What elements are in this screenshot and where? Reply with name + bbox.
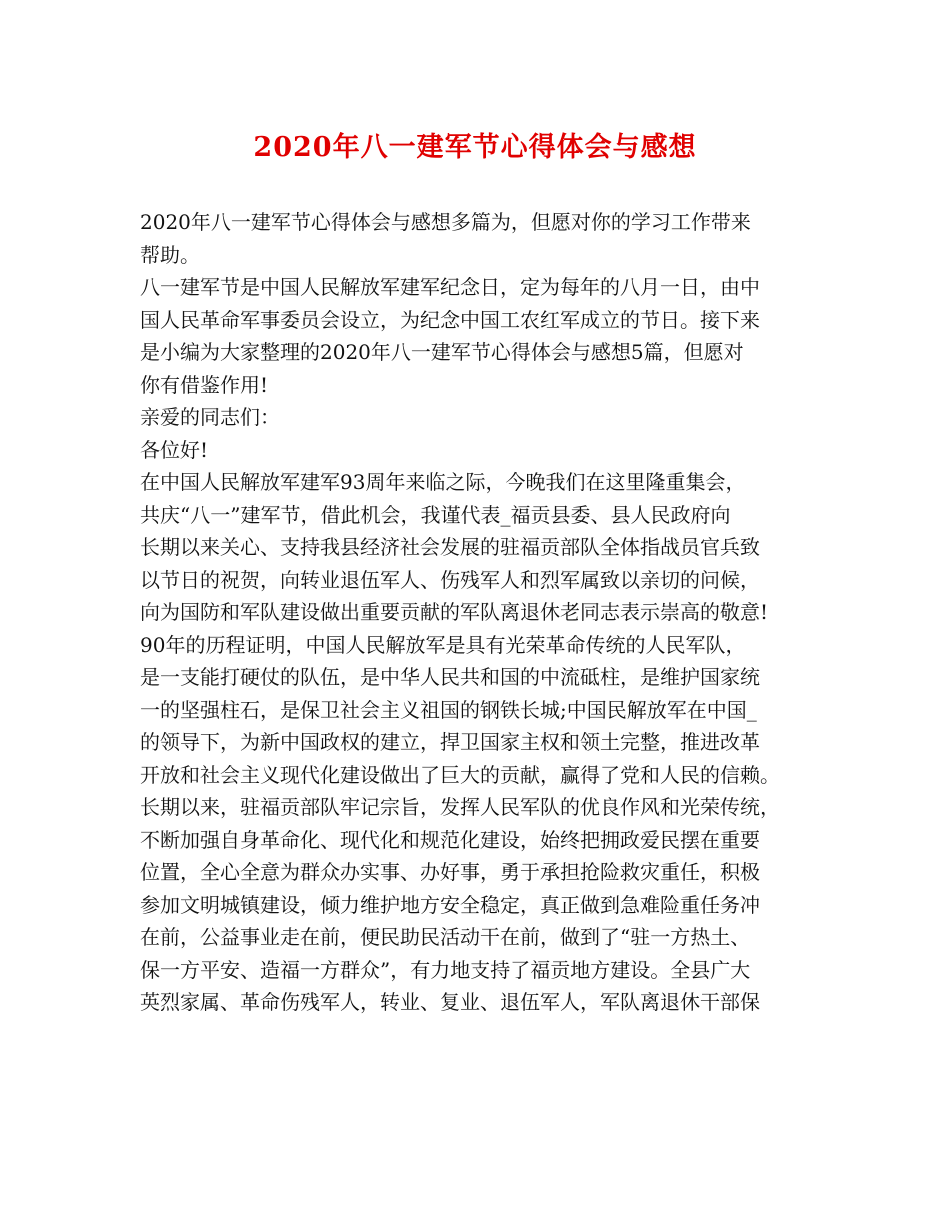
body-line: 位置，全心全意为群众办实事、办好事，勇于承担抢险救灾重任，积极 xyxy=(140,860,760,884)
body-line: 八一建军节是中国人民解放军建军纪念日，定为每年的八月一日，由中 xyxy=(140,275,760,299)
body-line: 亲爱的同志们： xyxy=(140,405,280,429)
body-line: 在中国人民解放军建军93周年来临之际，今晚我们在这里隆重集会， xyxy=(140,470,746,494)
body-line: 英烈家属、革命伤残军人，转业、复业、退伍军人，军队离退休干部保 xyxy=(140,990,760,1014)
body-line: 不断加强自身革命化、现代化和规范化建设，始终把拥政爱民摆在重要 xyxy=(140,827,760,852)
body-line: 你有借鉴作用! xyxy=(140,372,269,397)
body-line: 参加文明城镇建设，倾力维护地方安全稳定，真正做到急难险重任务冲 xyxy=(140,892,760,917)
body-line: 90年的历程证明，中国人民解放军是具有光荣革命传统的人民军队， xyxy=(140,632,746,657)
body-line: 共庆“八一”建军节，借此机会，我谨代表_福贡县委、县人民政府向 xyxy=(140,502,731,527)
body-line: 以节日的祝贺，向转业退伍军人、伤残军人和烈军属致以亲切的问候， xyxy=(140,567,760,592)
body-line: 开放和社会主义现代化建设做出了巨大的贡献，赢得了党和人民的信赖。 xyxy=(140,762,780,787)
document-title: 2020年八一建军节心得体会与感想 xyxy=(253,132,697,163)
document-body xyxy=(140,206,840,1019)
body-line: 长期以来，驻福贡部队牢记宗旨，发挥人民军队的优良作风和光荣传统， xyxy=(140,795,780,819)
body-line: 一的坚强柱石，是保卫社会主义祖国的钢铁长城;中国民解放军在中国_ xyxy=(140,697,757,722)
body-line: 的领导下，为新中国政权的建立，捍卫国家主权和领土完整，推进改革 xyxy=(140,730,760,754)
body-line: 是小编为大家整理的2020年八一建军节心得体会与感想5篇，但愿对 xyxy=(140,340,744,364)
body-line: 2020年八一建军节心得体会与感想多篇为，但愿对你的学习工作带来 xyxy=(140,210,751,234)
body-line: 保一方平安、造福一方群众”，有力地支持了福贡地方建设。全县广大 xyxy=(140,957,751,982)
body-line: 各位好! xyxy=(140,437,209,462)
body-line: 长期以来关心、支持我县经济社会发展的驻福贡部队全体指战员官兵致 xyxy=(140,535,760,559)
body-line: 帮助。 xyxy=(140,242,200,267)
body-line: 在前，公益事业走在前，便民助民活动干在前，做到了“驻一方热土、 xyxy=(140,925,751,949)
body-line: 向为国防和军队建设做出重要贡献的军队离退休老同志表示崇高的敬意! xyxy=(140,600,769,624)
body-line: 国人民革命军事委员会设立，为纪念中国工农红军成立的节日。接下来 xyxy=(140,307,760,332)
body-line: 是一支能打硬仗的队伍，是中华人民共和国的中流砥柱，是维护国家统 xyxy=(140,665,760,689)
